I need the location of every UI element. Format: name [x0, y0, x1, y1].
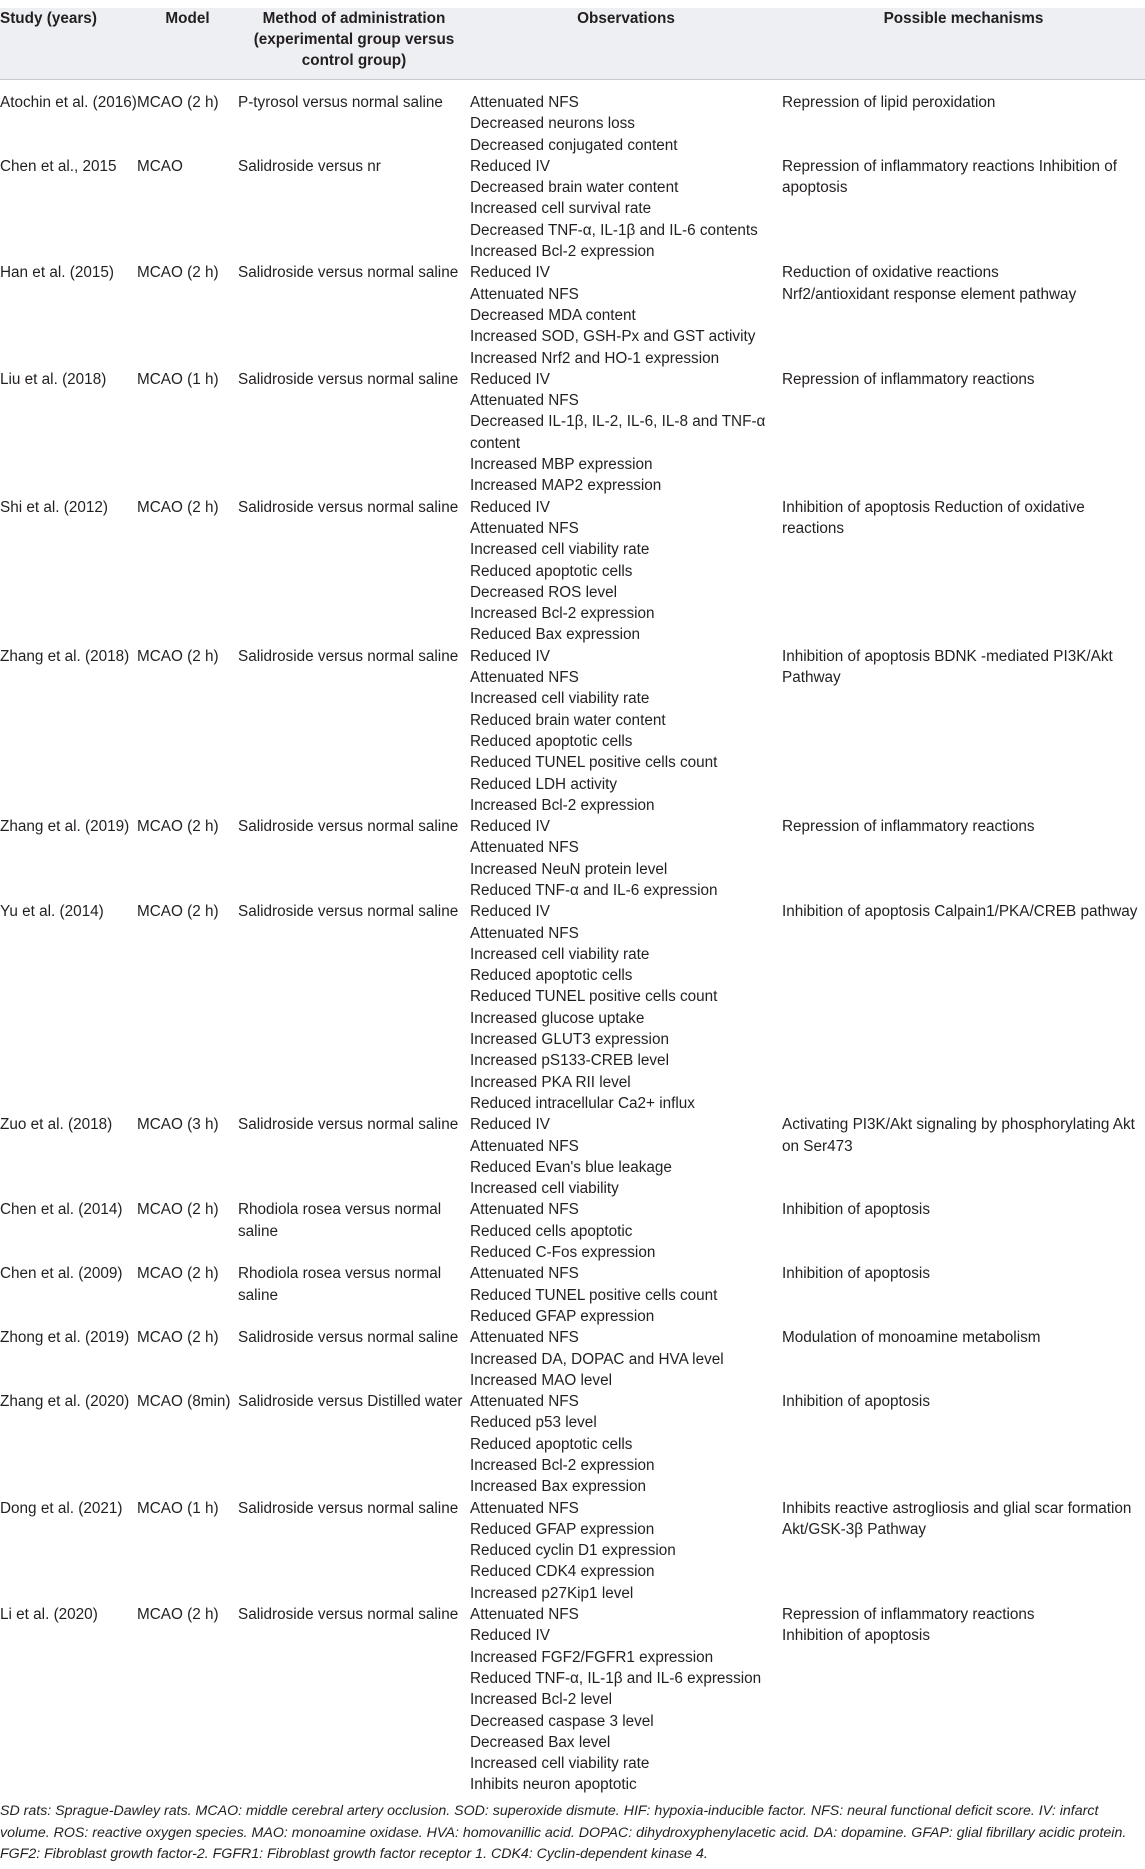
observation-item: Increased pS133-CREB level	[470, 1052, 669, 1070]
observation-item: Decreased caspase 3 level	[470, 1712, 654, 1730]
observations-cell	[470, 1604, 782, 1796]
study-cell: Liu et al. (2018)	[0, 370, 107, 388]
observation-item: Increased FGF2/FGFR1 expression	[470, 1648, 714, 1666]
observation-item: Attenuated NFS	[470, 94, 579, 111]
mechanism-item: Modulation of monoamine metabolism	[782, 1329, 1041, 1347]
header-model: Model	[137, 8, 238, 80]
observation-item: Reduced C-Fos expression	[470, 1244, 656, 1262]
observation-item: Attenuated NFS	[470, 1329, 579, 1347]
observation-item: Increased p27Kip1 level	[470, 1584, 634, 1602]
observation-item: Reduced IV	[470, 903, 550, 921]
table-row	[0, 901, 1145, 1114]
observation-item: Increased cell viability rate	[470, 541, 650, 559]
method-cell: Salidroside versus normal saline	[238, 1116, 459, 1134]
method-cell: Salidroside versus nr	[238, 157, 381, 175]
observation-item: Increased Nrf2 and HO-1 expression	[470, 349, 720, 367]
mechanisms-cell	[782, 1391, 1145, 1497]
observations-cell	[470, 816, 782, 901]
observation-item: Attenuated NFS	[470, 1606, 579, 1624]
table-row	[0, 1391, 1145, 1497]
observation-item: Increased DA, DOPAC and HVA level	[470, 1350, 724, 1368]
observation-item: Increased cell survival rate	[470, 200, 652, 218]
observation-item: Increased Bcl-2 expression	[470, 796, 655, 814]
observation-item: Increased Bcl-2 expression	[470, 1457, 655, 1474]
header-mechanisms: Possible mechanisms	[782, 8, 1145, 80]
observation-item: Increased MAO level	[470, 1371, 612, 1389]
observation-item: Reduced IV	[470, 370, 550, 388]
observation-item: Reduced p53 level	[470, 1414, 597, 1432]
observations-cell	[470, 1199, 782, 1263]
mechanism-item: Inhibition of apoptosis	[782, 1265, 930, 1283]
observation-item: Reduced apoptotic cells	[470, 562, 633, 580]
mechanisms-cell	[782, 901, 1145, 1114]
table-row	[0, 816, 1145, 901]
mechanisms-cell	[782, 1263, 1145, 1327]
mechanisms-cell	[782, 497, 1145, 646]
mechanism-item: Inhibition of apoptosis Calpain1/PKA/CREB pathway	[782, 903, 1138, 921]
header-row	[0, 8, 1145, 80]
model-cell: MCAO	[137, 157, 183, 175]
model-cell: MCAO (1 h)	[137, 1499, 219, 1517]
mechanism-item: Nrf2/antioxidant response element pathway	[782, 285, 1077, 303]
model-cell: MCAO (2 h)	[137, 94, 219, 111]
header-method: Method of administration (experimental group versus control group)	[238, 8, 470, 80]
observation-item: Reduced TNF-α, IL-1β and IL-6 expression	[470, 1669, 762, 1687]
observation-item: Attenuated NFS	[470, 285, 579, 303]
study-cell: Chen et al., 2015	[0, 157, 117, 175]
mechanism-item: Repression of lipid peroxidation	[782, 94, 996, 111]
observations-cell	[470, 369, 782, 497]
observation-item: Attenuated NFS	[470, 839, 579, 857]
observation-item: Reduced Bax expression	[470, 626, 641, 644]
study-cell: Li et al. (2020)	[0, 1606, 98, 1624]
observation-item: Reduced IV	[470, 647, 550, 665]
study-cell: Dong et al. (2021)	[0, 1499, 123, 1517]
study-cell: Han et al. (2015)	[0, 264, 114, 282]
observation-item: Increased MAP2 expression	[470, 477, 662, 495]
table-row	[0, 1114, 1145, 1199]
table-row	[0, 262, 1145, 368]
observation-item: Decreased ROS level	[470, 583, 618, 601]
observation-item: Decreased IL-1β, IL-2, IL-6, IL-8 and TNF-α content	[470, 413, 766, 452]
observation-item: Decreased conjugated content	[470, 136, 678, 154]
observation-item: Reduced apoptotic cells	[470, 1435, 633, 1453]
mechanisms-cell	[782, 1114, 1145, 1199]
observation-item: Increased PKA RII level	[470, 1073, 631, 1091]
observation-item: Reduced brain water content	[470, 711, 666, 729]
mechanism-item: Inhibition of apoptosis	[782, 1393, 930, 1411]
study-cell: Yu et al. (2014)	[0, 903, 104, 921]
observation-item: Increased cell viability rate	[470, 945, 650, 963]
model-cell: MCAO (2 h)	[137, 1265, 219, 1283]
mechanisms-cell	[782, 646, 1145, 816]
observation-item: Decreased TNF-α, IL-1β and IL-6 contents	[470, 221, 758, 239]
header-study: Study (years)	[0, 8, 137, 80]
mechanisms-cell	[782, 1327, 1145, 1391]
mechanism-item: Inhibition of apoptosis	[782, 1627, 930, 1645]
method-cell: Salidroside versus Distilled water	[238, 1393, 463, 1411]
study-cell: Zuo et al. (2018)	[0, 1116, 113, 1134]
mechanisms-cell	[782, 262, 1145, 368]
observation-item: Increased GLUT3 expression	[470, 1031, 669, 1049]
observation-item: Decreased neurons loss	[470, 115, 635, 133]
observation-item: Attenuated NFS	[470, 1137, 579, 1155]
observations-cell	[470, 156, 782, 262]
model-cell: MCAO (2 h)	[137, 264, 219, 282]
observations-cell	[470, 1327, 782, 1391]
mechanism-item: Activating PI3K/Akt signaling by phosphorylating Akt on Ser473	[782, 1116, 1135, 1155]
observation-item: Reduced TUNEL positive cells count	[470, 1286, 718, 1304]
method-cell: Rhodiola rosea versus normal saline	[238, 1265, 442, 1304]
study-cell: Chen et al. (2014)	[0, 1201, 123, 1219]
observation-item: Increased MBP expression	[470, 456, 653, 474]
header-observations: Observations	[470, 8, 782, 80]
mechanisms-cell	[782, 156, 1145, 262]
observation-item: Decreased brain water content	[470, 179, 679, 197]
observations-cell	[470, 80, 782, 156]
observation-item: Increased NeuN protein level	[470, 860, 668, 878]
model-cell: MCAO (2 h)	[137, 1201, 219, 1219]
observations-cell	[470, 1498, 782, 1604]
observation-item: Attenuated NFS	[470, 669, 579, 687]
observation-item: Reduced IV	[470, 818, 550, 836]
mechanism-item: Inhibition of apoptosis Reduction of oxidative reactions	[782, 498, 1085, 537]
observation-item: Reduced cells apoptotic	[470, 1222, 633, 1240]
observation-item: Reduced IV	[470, 1627, 550, 1645]
model-cell: MCAO (3 h)	[137, 1116, 219, 1134]
method-cell: Salidroside versus normal saline	[238, 818, 459, 836]
study-cell: Chen et al. (2009)	[0, 1265, 123, 1283]
observation-item: Reduced TNF-α and IL-6 expression	[470, 881, 718, 899]
study-cell: Zhang et al. (2020)	[0, 1393, 130, 1411]
model-cell: MCAO (2 h)	[137, 1329, 219, 1347]
study-cell: Zhang et al. (2019)	[0, 818, 130, 836]
observations-cell	[470, 901, 782, 1114]
table-row	[0, 1327, 1145, 1391]
observations-cell	[470, 646, 782, 816]
table-header	[0, 8, 1145, 80]
method-cell: Salidroside versus normal saline	[238, 1499, 459, 1517]
mechanisms-cell	[782, 1498, 1145, 1604]
table-row	[0, 646, 1145, 816]
method-cell: Rhodiola rosea versus normal saline	[238, 1201, 442, 1240]
observation-item: Inhibits neuron apoptotic	[470, 1776, 637, 1794]
study-cell: Atochin et al. (2016)	[0, 94, 137, 111]
observations-cell	[470, 1114, 782, 1199]
observation-item: Attenuated NFS	[470, 1393, 579, 1411]
mechanism-item: Reduction of oxidative reactions	[782, 264, 999, 282]
observation-item: Reduced IV	[470, 264, 550, 282]
observations-cell	[470, 262, 782, 368]
observation-item: Increased Bcl-2 expression	[470, 243, 655, 261]
observation-item: Reduced LDH activity	[470, 775, 618, 793]
mechanism-item: Repression of inflammatory reactions Inhibition of apoptosis	[782, 157, 1117, 197]
method-cell: Salidroside versus normal saline	[238, 647, 459, 665]
mechanism-item: Inhibits reactive astrogliosis and glial scar formation Akt/GSK-3β Pathway	[782, 1499, 1132, 1538]
observation-item: Reduced apoptotic cells	[470, 732, 633, 750]
mechanisms-cell	[782, 1604, 1145, 1796]
mechanisms-cell	[782, 80, 1145, 156]
model-cell: MCAO (2 h)	[137, 498, 219, 516]
observations-cell	[470, 1263, 782, 1327]
observation-item: Reduced TUNEL positive cells count	[470, 988, 718, 1006]
observation-item: Attenuated NFS	[470, 519, 579, 537]
observation-item: Reduced GFAP expression	[470, 1307, 655, 1325]
observation-item: Increased cell viability rate	[470, 690, 650, 708]
table-row	[0, 1199, 1145, 1263]
table-row	[0, 369, 1145, 497]
mechanisms-cell	[782, 816, 1145, 901]
observation-item: Decreased Bax level	[470, 1733, 611, 1751]
method-cell: Salidroside versus normal saline	[238, 498, 459, 516]
mechanism-item: Inhibition of apoptosis BDNK -mediated PI3K/Akt Pathway	[782, 647, 1113, 687]
observation-item: Attenuated NFS	[470, 1201, 579, 1219]
table-footnote: SD rats: Sprague-Dawley rats. MCAO: middle cerebral artery occlusion. SOD: superoxide dismute. HIF: hypoxia-inducible factor. NFS: neural functional deficit score. IV: infarct volume. ROS: reactive oxygen species. MAO: monoamine oxidase. HVA: homovanillic acid. DOPAC: dihydroxyphenylacetic acid. DA: dopamine. GFAP: glial fibrillary acidic protein. FGF2: Fibroblast growth factor-2. FGFR1: Fibroblast growth factor receptor 1. CDK4: Cyclin-dependent kinase 4.	[0, 1803, 1127, 1862]
table-row	[0, 80, 1145, 156]
mechanism-item: Inhibition of apoptosis	[782, 1201, 930, 1219]
model-cell: MCAO (8min)	[137, 1393, 231, 1411]
model-cell: MCAO (1 h)	[137, 370, 219, 388]
studies-table	[0, 8, 1145, 1796]
method-cell: P-tyrosol versus normal saline	[238, 94, 443, 111]
mechanism-item: Repression of inflammatory reactions	[782, 370, 1035, 388]
study-cell: Zhong et al. (2019)	[0, 1329, 130, 1347]
table-row	[0, 1604, 1145, 1796]
observation-item: Increased cell viability	[470, 1180, 619, 1198]
observation-item: Reduced cyclin D1 expression	[470, 1542, 676, 1560]
method-cell: Salidroside versus normal saline	[238, 1329, 459, 1347]
method-cell: Salidroside versus normal saline	[238, 264, 459, 282]
observations-cell	[470, 1391, 782, 1497]
observation-item: Increased SOD, GSH-Px and GST activity	[470, 328, 756, 346]
observation-item: Attenuated NFS	[470, 924, 579, 942]
table-row	[0, 1498, 1145, 1604]
model-cell: MCAO (2 h)	[137, 903, 219, 921]
observation-item: Increased Bcl-2 expression	[470, 605, 655, 623]
observation-item: Attenuated NFS	[470, 392, 579, 410]
mechanisms-cell	[782, 369, 1145, 497]
observation-item: Reduced IV	[470, 1116, 550, 1134]
observation-item: Decreased MDA content	[470, 306, 636, 324]
observation-item: Increased Bax expression	[470, 1478, 647, 1496]
observation-item: Reduced TUNEL positive cells count	[470, 754, 718, 772]
mechanism-item: Repression of inflammatory reactions	[782, 1606, 1035, 1624]
method-cell: Salidroside versus normal saline	[238, 903, 459, 921]
model-cell: MCAO (2 h)	[137, 647, 219, 665]
study-cell: Shi et al. (2012)	[0, 498, 108, 516]
model-cell: MCAO (2 h)	[137, 1606, 219, 1624]
observation-item: Attenuated NFS	[470, 1265, 579, 1283]
table-row	[0, 156, 1145, 262]
observation-item: Increased cell viability rate	[470, 1755, 650, 1773]
table-row	[0, 497, 1145, 646]
table-body	[0, 80, 1145, 1796]
observation-item: Attenuated NFS	[470, 1499, 579, 1517]
observation-item: Reduced intracellular Ca2+ influx	[470, 1094, 695, 1112]
method-cell: Salidroside versus normal saline	[238, 370, 459, 388]
mechanism-item: Repression of inflammatory reactions	[782, 818, 1035, 836]
method-cell: Salidroside versus normal saline	[238, 1606, 459, 1624]
mechanisms-cell	[782, 1199, 1145, 1263]
observation-item: Reduced Evan's blue leakage	[470, 1158, 672, 1176]
table-row	[0, 1263, 1145, 1327]
observation-item: Reduced apoptotic cells	[470, 967, 633, 985]
observation-item: Increased Bcl-2 level	[470, 1691, 612, 1709]
observation-item: Reduced IV	[470, 498, 550, 516]
observation-item: Reduced GFAP expression	[470, 1520, 655, 1538]
observation-item: Reduced CDK4 expression	[470, 1563, 655, 1581]
model-cell: MCAO (2 h)	[137, 818, 219, 836]
observation-item: Increased glucose uptake	[470, 1009, 645, 1027]
observation-item: Reduced IV	[470, 157, 550, 175]
study-cell: Zhang et al. (2018)	[0, 647, 130, 665]
observations-cell	[470, 497, 782, 646]
